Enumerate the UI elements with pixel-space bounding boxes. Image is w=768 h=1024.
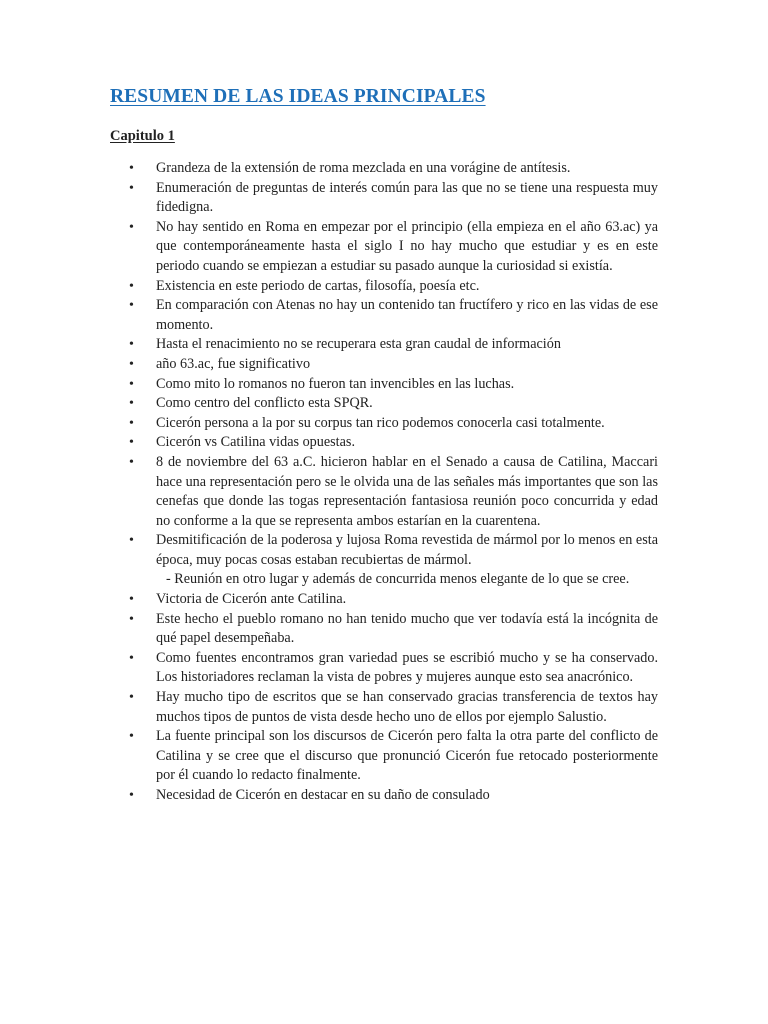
list-item [110, 355, 658, 375]
bullet-icon: • [129, 180, 134, 196]
list-item-text: Como mito lo romanos no fueron tan invencibles en las luchas. [156, 375, 515, 392]
bullet-icon: • [129, 337, 134, 353]
bullet-icon: • [129, 278, 134, 294]
list-item-text: En comparación con Atenas no hay un contenido tan fructífero y rico en las vidas de ese momento. [156, 297, 658, 333]
document-title: RESUMEN DE LAS IDEAS PRINCIPALES [110, 86, 486, 107]
list-item [110, 786, 658, 806]
list-item-text: Cicerón vs Catilina vidas opuestas. [156, 434, 355, 451]
list-item-text: Hasta el renacimiento no se recuperara esta gran caudal de información [156, 336, 561, 353]
bullet-icon: • [129, 396, 134, 412]
bullet-icon: • [129, 376, 134, 392]
list-item [110, 649, 658, 688]
list-item [110, 218, 658, 277]
list-item [110, 296, 658, 335]
bullet-icon: • [129, 788, 134, 803]
bullet-icon: • [129, 533, 134, 549]
list-item-text: La fuente principal son los discursos de Cicerón pero falta la otra parte del conflicto de Catilina y se cree que el discurso que pronunció Cicerón fue retocado posteriormente por él cuando lo redacto finalmente. [156, 728, 658, 784]
list-item [110, 590, 658, 610]
list-item [110, 335, 658, 355]
bullet-icon: • [129, 298, 134, 314]
list-item [110, 394, 658, 414]
list-item [110, 375, 658, 395]
list-item [110, 727, 658, 786]
bullet-icon: • [129, 415, 134, 431]
list-item-text: Enumeración de preguntas de interés común para las que no se tiene una respuesta muy fidedigna. [156, 179, 658, 216]
list-item-text: Hay mucho tipo de escritos que se han conservado gracias transferencia de textos hay muchos tipos de puntos de vista desde hecho uno de ellos por ejemplo Salustio. [156, 689, 658, 725]
list-item [110, 159, 658, 179]
bullet-list [110, 159, 658, 806]
list-item-text: No hay sentido en Roma en empezar por el principio (ella empieza en el año 63.ac) ya que contemporáneamente hasta el siglo I no hay mucho que estudiar y es en este periodo cuando se empiezan a estudiar su pasado aunque la curiosidad si existía. [156, 218, 658, 274]
list-item-text: año 63.ac, fue significativo [156, 355, 311, 372]
bullet-icon: • [129, 356, 134, 372]
list-item [110, 453, 658, 531]
list-item-text: Grandeza de la extensión de roma mezclada en una vorágine de antítesis. [156, 160, 571, 176]
list-item-text: Cicerón persona a la por su corpus tan rico podemos conocerla casi totalmente. [156, 414, 605, 431]
list-item-text: Desmitificación de la poderosa y lujosa Roma revestida de mármol por lo menos en esta época, muy pocas cosas estaban recubiertas de mármol. [156, 532, 658, 568]
list-item-text: Necesidad de Cicerón en destacar en su daño de consulado [156, 787, 490, 803]
list-item [110, 688, 658, 727]
list-item-text: Como centro del conflicto esta SPQR. [156, 395, 373, 412]
list-item-text: 8 de noviembre del 63 a.C. hicieron hablar en el Senado a causa de Catilina, Maccari hace una representación pero se le olvida una de las señales más importantes que son las cenefas que donde las togas representación fantasiosa reunión poco concurrida y edad no conforme a la que se representa ambos estarían en la cuarentena. [156, 453, 658, 529]
bullet-icon: • [129, 435, 134, 451]
bullet-icon: • [129, 219, 134, 235]
list-item-text: Victoria de Cicerón ante Catilina. [156, 591, 347, 608]
list-item [110, 414, 658, 434]
bullet-icon: • [129, 454, 134, 470]
bullet-icon: • [129, 690, 134, 706]
bullet-icon: • [129, 650, 134, 666]
bullet-icon: • [129, 161, 134, 176]
list-item [110, 531, 658, 590]
chapter-heading: Capitulo 1 [110, 128, 175, 144]
list-item-subtext: - Reunión en otro lugar y además de concurrida menos elegante de lo que se cree. [166, 571, 630, 588]
list-item-text: Como fuentes encontramos gran variedad pues se escribió mucho y se ha conservado. Los historiadores reclaman la vista de pobres y mujeres aunque esto sea anacrónico. [156, 649, 658, 686]
list-item-text: Este hecho el pueblo romano no han tenido mucho que ver todavía está la incógnita de qué papel desempeñaba. [156, 610, 658, 647]
bullet-icon: • [129, 592, 134, 608]
list-item [110, 433, 658, 453]
bullet-icon: • [129, 729, 134, 745]
list-item [110, 610, 658, 649]
list-item-text: Existencia en este periodo de cartas, filosofía, poesía etc. [156, 277, 480, 294]
list-item [110, 179, 658, 218]
list-item [110, 277, 658, 297]
bullet-icon: • [129, 611, 134, 627]
